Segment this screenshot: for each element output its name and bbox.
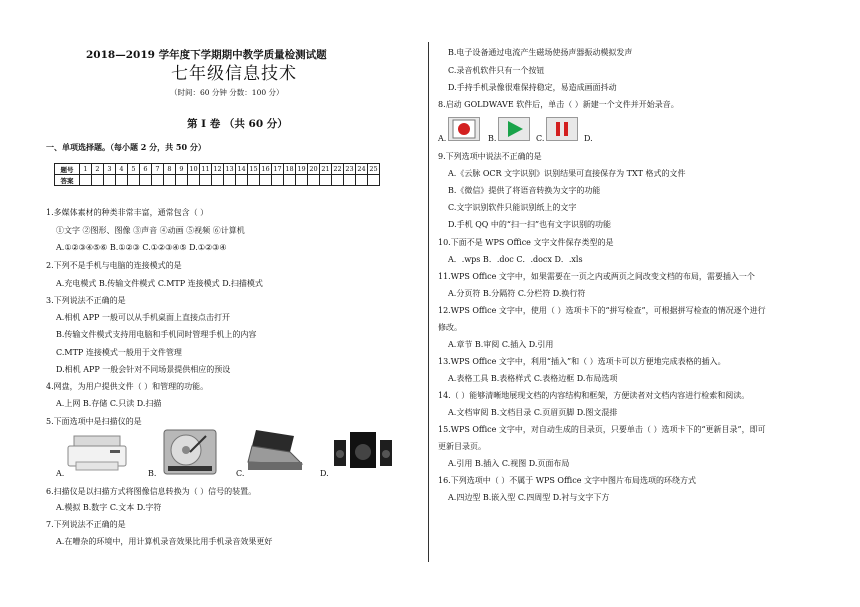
answer-cell xyxy=(128,175,140,186)
question-1-items: ①文字 ②图形、图像 ③声音 ④动画 ⑤视频 ⑥计算机 xyxy=(56,226,245,235)
answer-cell xyxy=(164,175,176,186)
answer-cell xyxy=(176,175,188,186)
answer-cell xyxy=(200,175,212,186)
question-7-option-c: C.录音机软件只有一个按钮 xyxy=(448,66,545,75)
question-15: 15.WPS Office 文字中，对自动生成的目录页，只要单击（ ）选项卡下的“更新目录”，即可 xyxy=(438,425,766,434)
answer-table-number: 21 xyxy=(321,165,330,173)
answer-cell xyxy=(104,175,116,186)
column-divider xyxy=(428,42,429,562)
question-8-label-d: D. xyxy=(584,134,593,143)
answer-table-number: 25 xyxy=(369,165,378,173)
question-3-option-b: B.传输文件模式支持用电脑和手机同时管理手机上的内容 xyxy=(56,330,257,339)
answer-table-number: 3 xyxy=(104,164,116,175)
answer-table-number: 2 xyxy=(92,164,104,175)
question-15-options: A.引用 B.插入 C.视图 D.页面布局 xyxy=(448,459,570,468)
question-2: 2.下列不是手机与电脑的连接模式的是 xyxy=(46,261,182,270)
answer-cell xyxy=(284,175,296,186)
question-12-continued: 修改。 xyxy=(438,323,462,332)
answer-table-number: 22 xyxy=(333,165,342,173)
answer-table xyxy=(54,163,380,186)
question-9-option-d: D.手机 QQ 中的“扫一扫”也有文字识别的功能 xyxy=(448,220,612,229)
scanner-image xyxy=(244,428,306,474)
question-8: 8.启动 GOLDWAVE 软件后，单击（ ）新建一个文件并开始录音。 xyxy=(438,100,679,109)
question-6-options: A.模拟 B.数字 C.文本 D.字符 xyxy=(56,503,162,512)
answer-table-number: 7 xyxy=(152,164,164,175)
question-15-continued: 更新目录页。 xyxy=(438,442,486,451)
answer-cell xyxy=(272,175,284,186)
answer-table-number: 16 xyxy=(261,165,270,173)
answer-table-number: 13 xyxy=(225,165,234,173)
question-13: 13.WPS Office 文字中，利用“插入”和（ ）选项卡可以方便地完成表格的插入。 xyxy=(438,357,726,366)
question-8-label-b: B. xyxy=(488,134,497,143)
question-9-option-c: C.文字识别软件只能识别纸上的文字 xyxy=(448,203,577,212)
question-3: 3.下列说法不正确的是 xyxy=(46,296,126,305)
answer-table-number: 23 xyxy=(345,165,354,173)
answer-cell xyxy=(152,175,164,186)
question-7-option-d: D.手持手机录像很难保持稳定，易造成画面抖动 xyxy=(448,83,617,92)
question-9: 9.下列选项中说法不正确的是 xyxy=(438,152,542,161)
question-7: 7.下列说法不正确的是 xyxy=(46,520,126,529)
question-5-label-d: D. xyxy=(320,469,329,478)
answer-cell xyxy=(296,175,308,186)
question-2-options: A.充电模式 B.传输文件模式 C.MTP 连接模式 D.扫描模式 xyxy=(56,279,263,288)
question-4-options: A.上网 B.存储 C.只读 D.扫描 xyxy=(56,399,162,408)
question-1: 1.多媒体素材的种类非常丰富，通常包含（ ） xyxy=(46,208,209,217)
volume-heading: 第 Ⅰ 卷 （共 60 分） xyxy=(187,118,288,130)
answer-table-number: 17 xyxy=(273,165,282,173)
answer-cell xyxy=(188,175,200,186)
answer-cell xyxy=(368,175,380,186)
answer-cell xyxy=(248,175,260,186)
speakers-image xyxy=(332,430,394,472)
question-12: 12.WPS Office 文字中，使用（ ）选项卡下的“拼写检查”，可根据拼写检查的情况逐个进行 xyxy=(438,306,766,315)
answer-table-number: 10 xyxy=(189,165,198,173)
answer-cell xyxy=(80,175,92,186)
question-10-options: A．.wps B．.doc C．.docx D．.xls xyxy=(448,255,583,264)
answer-table-number: 8 xyxy=(164,164,176,175)
answer-table-number: 18 xyxy=(285,165,294,173)
answer-table-number: 14 xyxy=(237,165,246,173)
answer-cell xyxy=(236,175,248,186)
answer-table-number: 6 xyxy=(140,164,152,175)
question-14: 14.（ ）能够清晰地展现文档的内容结构和框架，方便读者对文档内容进行检索和阅读。 xyxy=(438,391,750,400)
question-6: 6.扫描仪是以扫描方式将图像信息转换为（ ）信号的装置。 xyxy=(46,487,257,496)
play-button-image xyxy=(498,117,530,141)
answer-cell xyxy=(332,175,344,186)
hard-disk-image xyxy=(162,428,218,476)
question-3-option-c: C.MTP 连接模式一般用于文件管理 xyxy=(56,348,182,357)
answer-table-number: 24 xyxy=(357,165,366,173)
question-11-options: A.分页符 B.分隔符 C.分栏符 D.换行符 xyxy=(448,289,586,298)
answer-cell xyxy=(224,175,236,186)
question-5: 5.下面选项中是扫描仪的是 xyxy=(46,417,142,426)
question-5-label-a: A. xyxy=(56,469,65,478)
question-13-options: A.表格工具 B.表格样式 C.表格边框 D.布局选项 xyxy=(448,374,618,383)
question-8-label-a: A. xyxy=(438,134,447,143)
question-7-option-a: A.在嘈杂的环境中，用计算机录音效果比用手机录音效果更好 xyxy=(56,537,273,546)
question-1-options: A.①②③④⑤⑥ B.①②③ C.①②③④⑤ D.①②③④ xyxy=(56,243,227,252)
question-10: 10.下面不是 WPS Office 文字文件保存类型的是 xyxy=(438,238,614,247)
answer-cell xyxy=(92,175,104,186)
answer-table-header: 题号 xyxy=(55,164,80,175)
exam-title: 2018—2019 学年度下学期期中教学质量检测试题 xyxy=(86,49,327,61)
section-heading: 一、单项选择题。（每小题 2 分，共 50 分） xyxy=(46,142,206,152)
answer-table-number: 9 xyxy=(176,164,188,175)
question-14-options: A.文档审阅 B.文档目录 C.页眉页脚 D.图文混排 xyxy=(448,408,618,417)
answer-cell xyxy=(344,175,356,186)
question-9-option-a: A.《云脉 OCR 文字识别》识别结果可直接保存为 TXT 格式的文件 xyxy=(448,169,686,178)
question-12-options: A.章节 B.审阅 C.插入 D.引用 xyxy=(448,340,554,349)
question-9-option-b: B.《微信》提供了将语音转换为文字的功能 xyxy=(448,186,601,195)
answer-table-number: 12 xyxy=(213,165,222,173)
question-11: 11.WPS Office 文字中，如果需要在一页之内或两页之间改变文档的布局，需要插入一个 xyxy=(438,272,755,281)
question-5-label-c: C. xyxy=(236,469,245,478)
answer-cell xyxy=(320,175,332,186)
answer-cell xyxy=(308,175,320,186)
printer-image xyxy=(66,432,128,474)
question-5-label-b: B. xyxy=(148,469,157,478)
answer-cell xyxy=(212,175,224,186)
answer-table-header: 答案 xyxy=(55,175,80,186)
answer-table-number: 1 xyxy=(80,164,92,175)
subject-title: 七年级信息技术 xyxy=(171,64,297,84)
answer-table-number: 19 xyxy=(297,165,306,173)
question-7-option-b: B.电子设备通过电流产生磁场使扬声器振动模拟发声 xyxy=(448,48,633,57)
play-icon xyxy=(499,118,529,140)
question-16: 16.下列选项中（ ）不属于 WPS Office 文字中图片布局选项的环绕方式 xyxy=(438,476,696,485)
question-4: 4.网盘，为用户提供文件（ ）和管理的功能。 xyxy=(46,382,209,391)
question-16-options: A.四边型 B.嵌入型 C.四周型 D.衬与文字下方 xyxy=(448,493,610,502)
answer-cell xyxy=(140,175,152,186)
record-button-image xyxy=(448,117,480,141)
answer-table-number: 5 xyxy=(128,164,140,175)
question-3-option-a: A.相机 APP 一般可以从手机桌面上直接点击打开 xyxy=(56,313,230,322)
pause-button-image xyxy=(546,117,578,141)
answer-table-number: 20 xyxy=(309,165,318,173)
answer-cell xyxy=(260,175,272,186)
answer-table-number: 11 xyxy=(201,165,210,173)
time-score: （时间：60 分钟 分数：100 分） xyxy=(170,88,284,97)
answer-cell xyxy=(356,175,368,186)
record-icon xyxy=(449,118,479,140)
answer-table-number: 4 xyxy=(116,164,128,175)
answer-cell xyxy=(116,175,128,186)
pause-icon xyxy=(547,118,577,140)
answer-table-number: 15 xyxy=(249,165,258,173)
question-8-label-c: C. xyxy=(536,134,545,143)
question-3-option-d: D.相机 APP 一般会针对不同场景提供相应的预设 xyxy=(56,365,231,374)
